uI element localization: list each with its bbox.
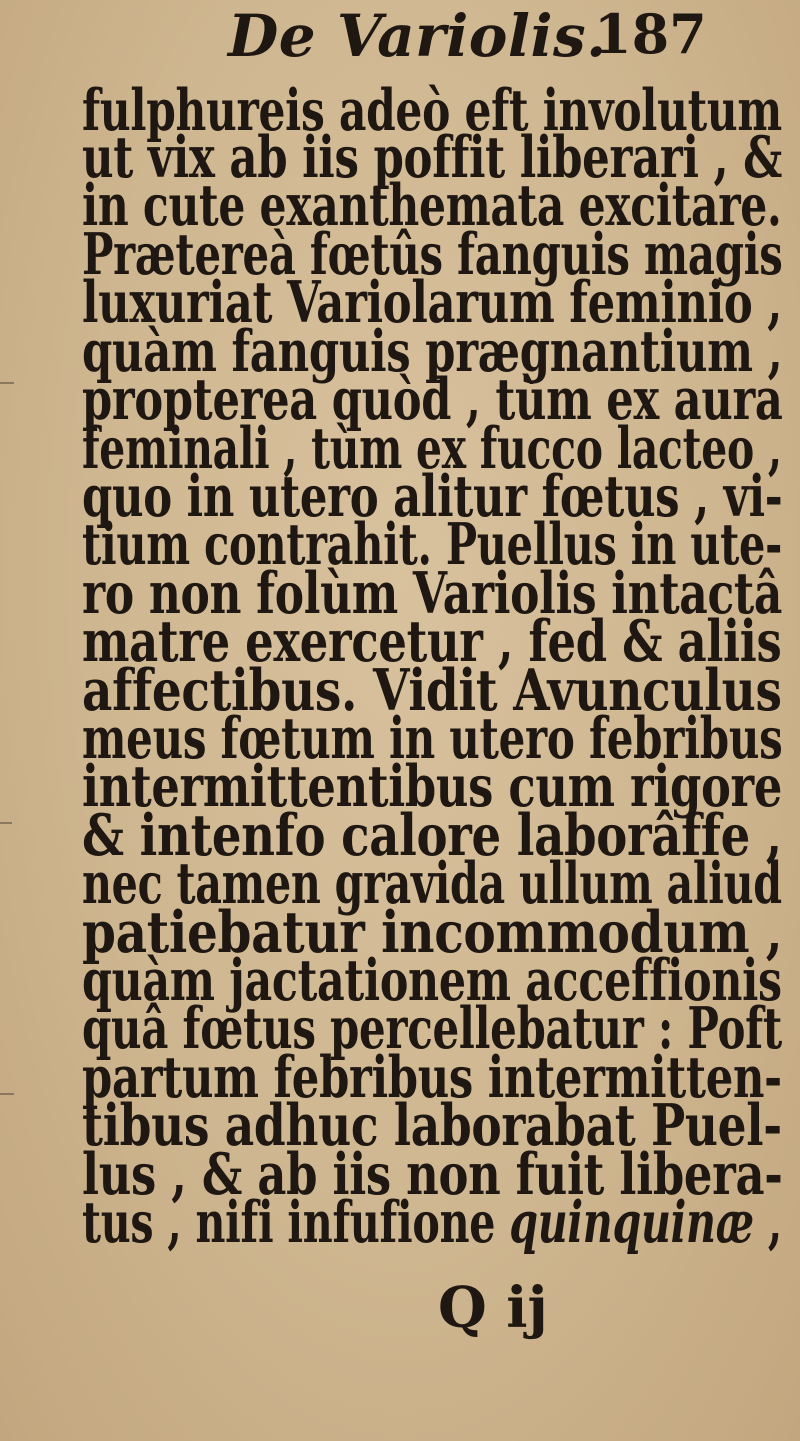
text-line: lus , & ab iis non fuit libera- [82,1141,783,1208]
text-line: & intenfo calore laborâffe , [82,802,782,869]
signature-mark: Q ij [438,1275,548,1341]
text-line: propterea quòd , tùm ex aura [82,366,783,433]
margin-mark [0,822,12,824]
text-line: fulphureis adeò eft involutum [82,77,782,144]
text-line: patiebatur incommodum , [82,899,783,966]
text-line: in cute exanthemata excitare. [82,172,782,239]
text-line: Prætereà fœtûs fanguis magis [82,221,783,288]
text-line: quàm fanguis prægnantium , [82,318,783,385]
margin-mark [0,1093,14,1095]
page-header [0,0,800,80]
text-line: ut vix ab iis poffit liberari , & [82,124,783,191]
text-line: intermittentibus cum rigore [82,753,783,820]
text-line: matre exercetur , fed & aliis [82,608,782,675]
text-line: tium contrahit. Puellus in ute- [82,511,783,578]
last-line-end: , [753,1189,782,1256]
text-line: nec tamen gravida ullum aliud [82,850,782,917]
italic-term: quinquinæ [509,1189,754,1256]
text-line: luxuriat Variolarum feminio , [82,269,783,336]
text-line: partum febribus intermitten- [82,1044,782,1111]
text-line: ro non folùm Variolis intactâ [82,560,783,627]
text-line: quâ fœtus percellebatur : Poft [82,995,783,1062]
last-line-start: tus , nifi infufione [82,1189,496,1256]
text-line: meus fœtum in utero febribus [82,705,783,772]
text-line: feminali , tùm ex fucco lacteo , [82,415,782,482]
text-line: quo in utero alitur fœtus , vi- [82,463,783,530]
margin-mark [0,382,14,384]
text-line: affectibus. Vidit Avunculus [82,657,782,724]
text-line: tibus adhuc laborabat Puel- [82,1092,782,1159]
running-title: De Variolis. [228,2,607,70]
page-number: 187 [594,2,707,66]
text-line-last [82,1191,782,1255]
text-line: quàm jactationem acceffionis [82,947,782,1014]
